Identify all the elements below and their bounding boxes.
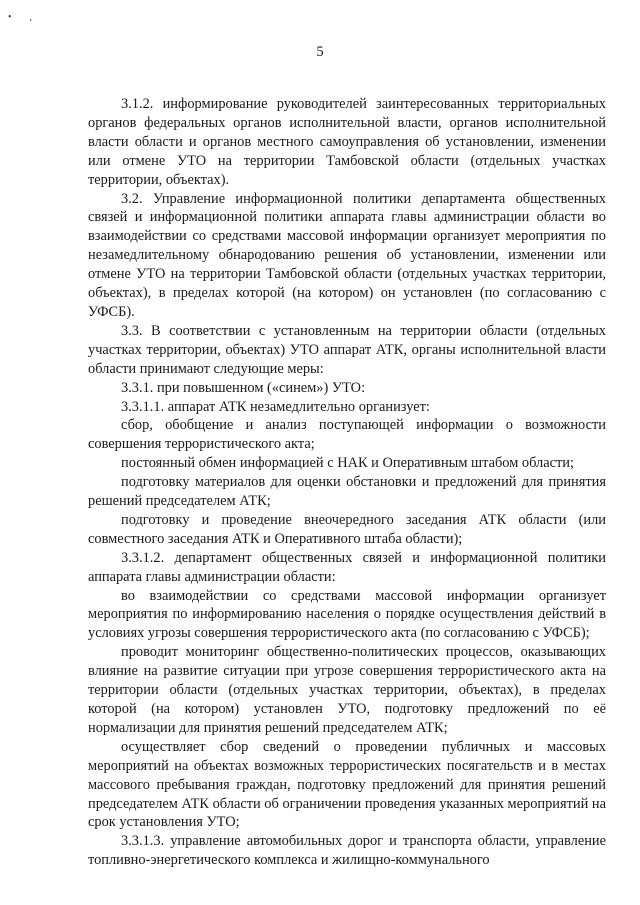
list-item: проводит мониторинг общественно-политических процессов, оказывающих влияние на развитие ситуации при угрозе совершения террористического акта на территории области (отдельных участках территории, объектах), в пределах которой (на котором) установлен УТО, подготовку предложений по её нормализации для принятия решений председателем АТК; (88, 644, 606, 736)
paragraph-3-1-2: 3.1.2. информирование руководителей заинтересованных территориальных органов федеральных органов исполнительной власти, органов исполнительной власти области и органов местного самоуправления об установлении, изменении или отмене УТО на территории Тамбовской области (отдельных участках территории, объектах). (88, 96, 606, 188)
list-item: во взаимодействии со средствами массовой информации организует мероприятия по информированию населения о порядке осуществления действий в условиях угрозы совершения террористического акта (по согласованию с УФСБ); (88, 587, 606, 642)
paragraph-3-2: 3.2. Управление информационной политики департамента общественных связей и информационной политики аппарата главы администрации области во взаимодействии со средствами массовой информации организует мероприятия по незамедлительному обнародованию решения об установлении, изменении или отмене УТО на территории Тамбовской области (отдельных участках территории, объектах), в пределах которой (на котором) он установлен (по согласованию с УФСБ). (88, 190, 606, 320)
paragraph-3-3-1-3: 3.3.1.3. управление автомобильных дорог и транспорта области, управление топливно-энергетического комплекса и жилищно-коммунального (88, 833, 606, 869)
scan-marks: • , (8, 12, 33, 23)
list-item: подготовку материалов для оценки обстановки и предложений для принятия решений председателем АТК; (88, 474, 606, 510)
list-item: осуществляет сбор сведений о проведении публичных и массовых мероприятий на объектах возможных террористических посягательств и в местах массового пребывания граждан, подготовку предложений для принятия решений председателем АТК области об ограничении проведения указанных мероприятий на срок установления УТО; (88, 738, 606, 831)
document-body (88, 95, 606, 870)
list-item: подготовку и проведение внеочередного заседания АТК области (или совместного заседания АТК и Оперативного штаба области); (88, 511, 606, 547)
paragraph-3-3-1-2: 3.3.1.2. департамент общественных связей и информационной политики аппарата главы администрации области: (88, 549, 606, 585)
list-item: сбор, обобщение и анализ поступающей информации о возможности совершения террористического акта; (88, 417, 606, 453)
page-number: 5 (316, 44, 324, 60)
paragraph-3-3-1: 3.3.1. при повышенном («синем») УТО: (121, 379, 366, 396)
list-item: постоянный обмен информацией с НАК и Оперативным штабом области; (121, 455, 575, 472)
paragraph-3-3-1-1: 3.3.1.1. аппарат АТК незамедлительно организует: (121, 398, 430, 415)
paragraph-3-3: 3.3. В соответствии с установленным на территории области (отдельных участках территории, объектах) УТО аппарат АТК, органы исполнительной власти области принимают следующие меры: (88, 322, 606, 377)
